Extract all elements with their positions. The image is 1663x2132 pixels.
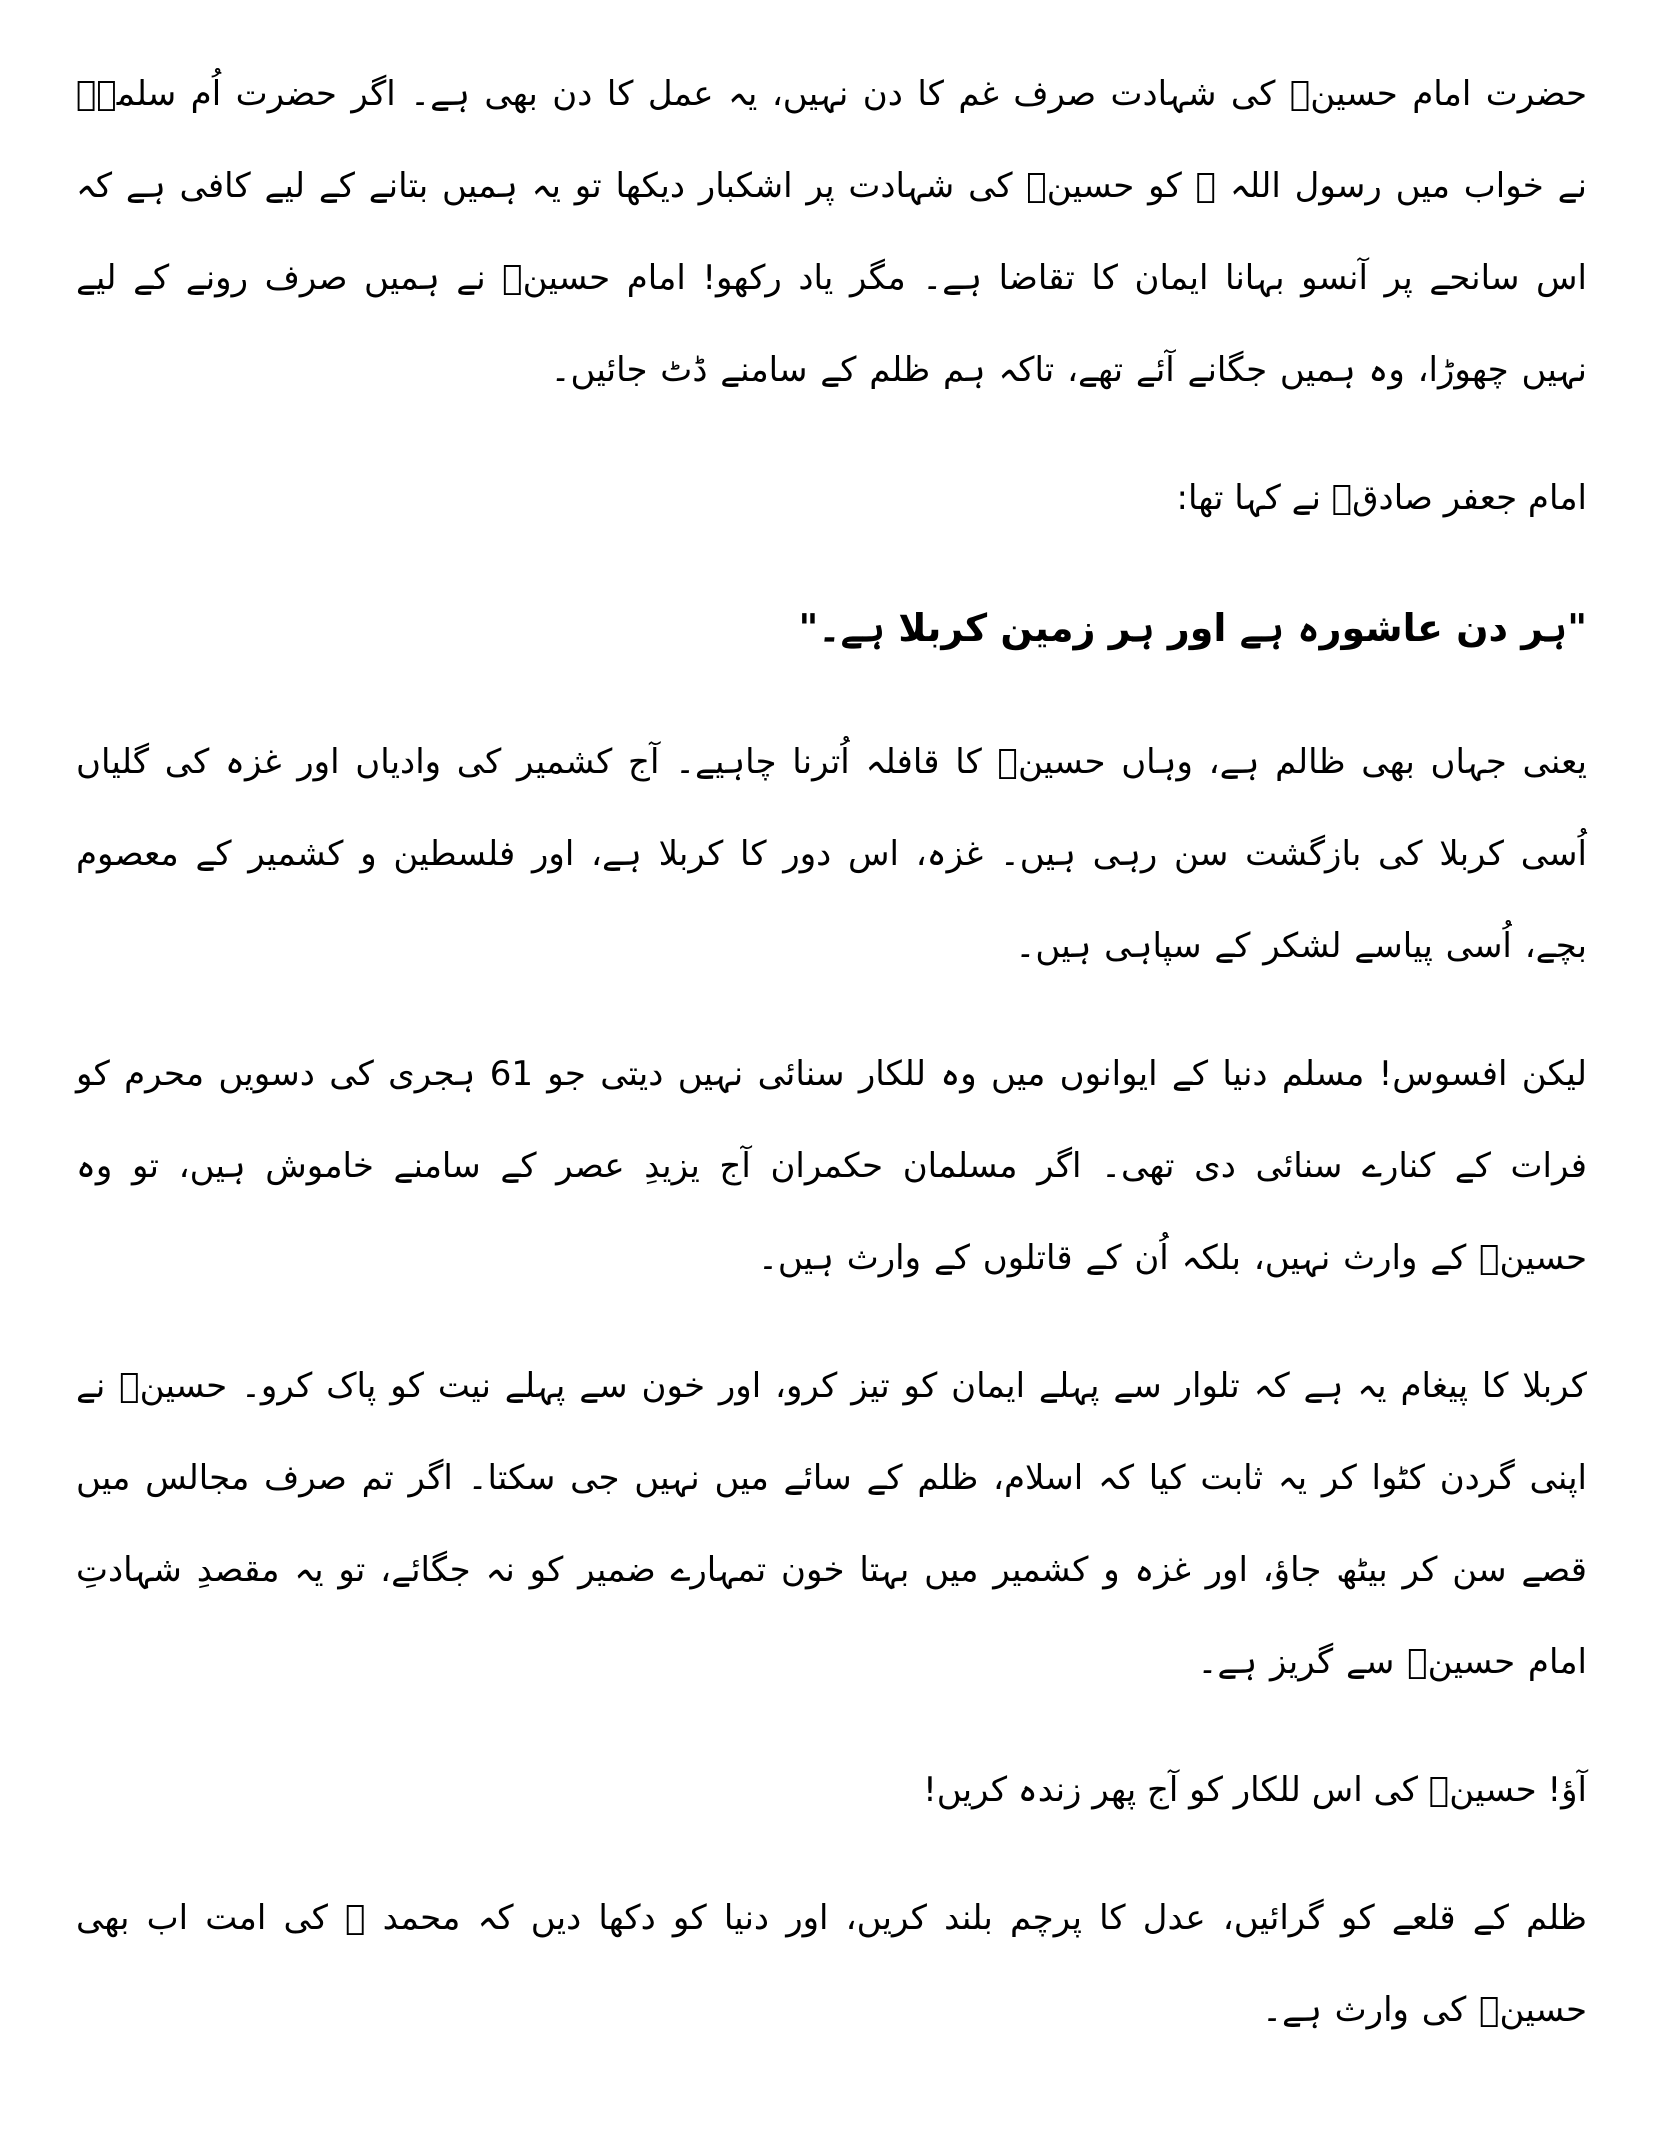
paragraph-kashmir-gaza-karbala: یعنی جہاں بھی ظالم ہے، وہاں حسینؑ کا قافلہ اُترنا چاہیے۔ آج کشمیر کی وادیاں اور غزہ کی گلیاں اُسی کربلا کی بازگشت سن رہی ہیں۔ غزہ، اس دور کا کربلا ہے، اور فلسطین و کشمیر کے معصوم بچے، اُسی پیاسے لشکر کے سپاہی ہیں۔ [76,742,1587,966]
paragraph-karbala-message: کربلا کا پیغام یہ ہے کہ تلوار سے پہلے ایمان کو تیز کرو، اور خون سے پہلے نیت کو پاک کرو۔ حسینؑ نے اپنی گردن کٹوا کر یہ ثابت کیا کہ اسلام، ظلم کے سائے میں نہیں جی سکتا۔ اگر تم صرف مجالس میں قصے سن کر بیٹھ جاؤ، اور غزہ و کشمیر میں بہتا خون تمہارے ضمیر کو نہ جگائے، تو یہ مقصدِ شہادتِ امام حسینؑ سے گریز ہے۔ [76,1366,1587,1682]
quote-every-day-ashura: "ہر دن عاشورہ ہے اور ہر زمین کربلا ہے۔" [798,606,1587,650]
paragraph-revive-call: آؤ! حسینؑ کی اس للکار کو آج پھر زندہ کریں! [923,1770,1587,1810]
paragraph-jafar-sadiq-attribution: امام جعفر صادقؑ نے کہا تھا: [1176,478,1587,518]
paragraph-martyrdom-intro: حضرت امام حسینؑ کی شہادت صرف غم کا دن نہیں، یہ عمل کا دن بھی ہے۔ اگر حضرت اُم سلمہؓ نے خواب میں رسول اللہ ﷺ کو حسینؑ کی شہادت پر اشکبار دیکھا تو یہ ہمیں بتانے کے لیے کافی ہے کہ اس سانحے پر آنسو بہانا ایمان کا تقاضا ہے۔ مگر یاد رکھو! امام حسینؑ نے ہمیں صرف رونے کے لیے نہیں چھوڑا، وہ ہمیں جگانے آئے تھے، تاکہ ہم ظلم کے سامنے ڈٹ جائیں۔ [76,74,1587,390]
paragraph-muslim-world-silence: لیکن افسوس! مسلم دنیا کے ایوانوں میں وہ للکار سنائی نہیں دیتی جو 61 ہجری کی دسویں محرم کو فرات کے کنارے سنائی دی تھی۔ اگر مسلمان حکمران آج یزیدِ عصر کے سامنے خاموش ہیں، تو وہ حسینؑ کے وارث نہیں، بلکہ اُن کے قاتلوں کے وارث ہیں۔ [76,1054,1587,1278]
paragraph-closing-exhortation: ظلم کے قلعے کو گرائیں، عدل کا پرچم بلند کریں، اور دنیا کو دکھا دیں کہ محمد ﷺ کی امت اب بھی حسینؑ کی وارث ہے۔ [76,1898,1587,2030]
